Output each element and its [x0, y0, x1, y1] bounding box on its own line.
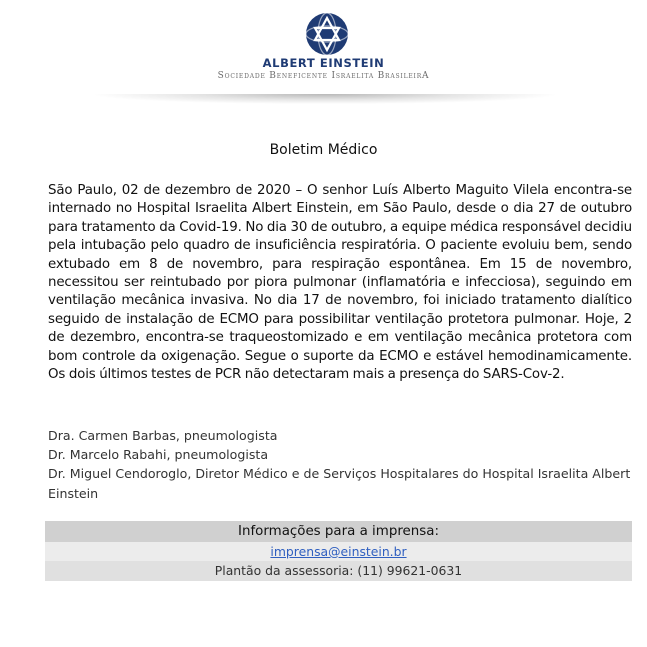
- bulletin-body: São Paulo, 02 de dezembro de 2020 – O senhor Luís Alberto Maguito Vilela encontra-se internado no Hospital Israelita Albert Einstein, em São Paulo, desde o dia 27 de outubro para tratamento da Covid-19. No dia 30 de outubro, a equipe médica responsável decidiu pela intubação pelo quadro de insuficiência respiratória. O paciente evoluiu bem, sendo extubado em 8 de novembro, para respiração espontânea. Em 15 de novembro, necessitou ser reintubado por piora pulmonar (inflamatória e infecciosa), seguindo em ventilação mecânica invasiva. No dia 17 de novembro, foi iniciado tratamento dialítico seguido de instalação de ECMO para possibilitar ventilação protetora pulmonar. Hoje, 2 de dezembro, encontra-se traqueostomizado e em ventilação mecânica protetora com bom controle da oxigenação. Segue o suporte da ECMO e estável hemodinamicamente. Os dois últimos testes de PCR não detectaram mais a presença do SARS-Cov-2.: [48, 183, 632, 383]
- press-email-row: [45, 542, 632, 561]
- document-header: [0, 0, 647, 110]
- press-info-box: [45, 521, 632, 581]
- signature-line: Dra. Carmen Barbas, pneumologista: [48, 428, 278, 443]
- signatures-block: [48, 426, 634, 503]
- organization-subtitle: Sociedade Beneficente Israelita BrasileirA: [217, 71, 430, 81]
- header-divider: [95, 94, 555, 104]
- press-phone-line: Plantão da assessoria: (11) 99621-0631: [45, 561, 632, 581]
- press-email-link[interactable]: imprensa@einstein.br: [270, 544, 407, 559]
- star-of-david-globe-icon: [305, 12, 349, 56]
- signature-line: Dr. Miguel Cendoroglo, Diretor Médico e de Serviços Hospitalares do Hospital Israelita Albert Einstein: [48, 466, 631, 501]
- organization-name: ALBERT EINSTEIN: [262, 56, 385, 70]
- signature-line: Dr. Marcelo Rabahi, pneumologista: [48, 447, 269, 463]
- document-title: Boletim Médico: [269, 142, 378, 158]
- press-heading: Informações para a imprensa:: [45, 521, 632, 542]
